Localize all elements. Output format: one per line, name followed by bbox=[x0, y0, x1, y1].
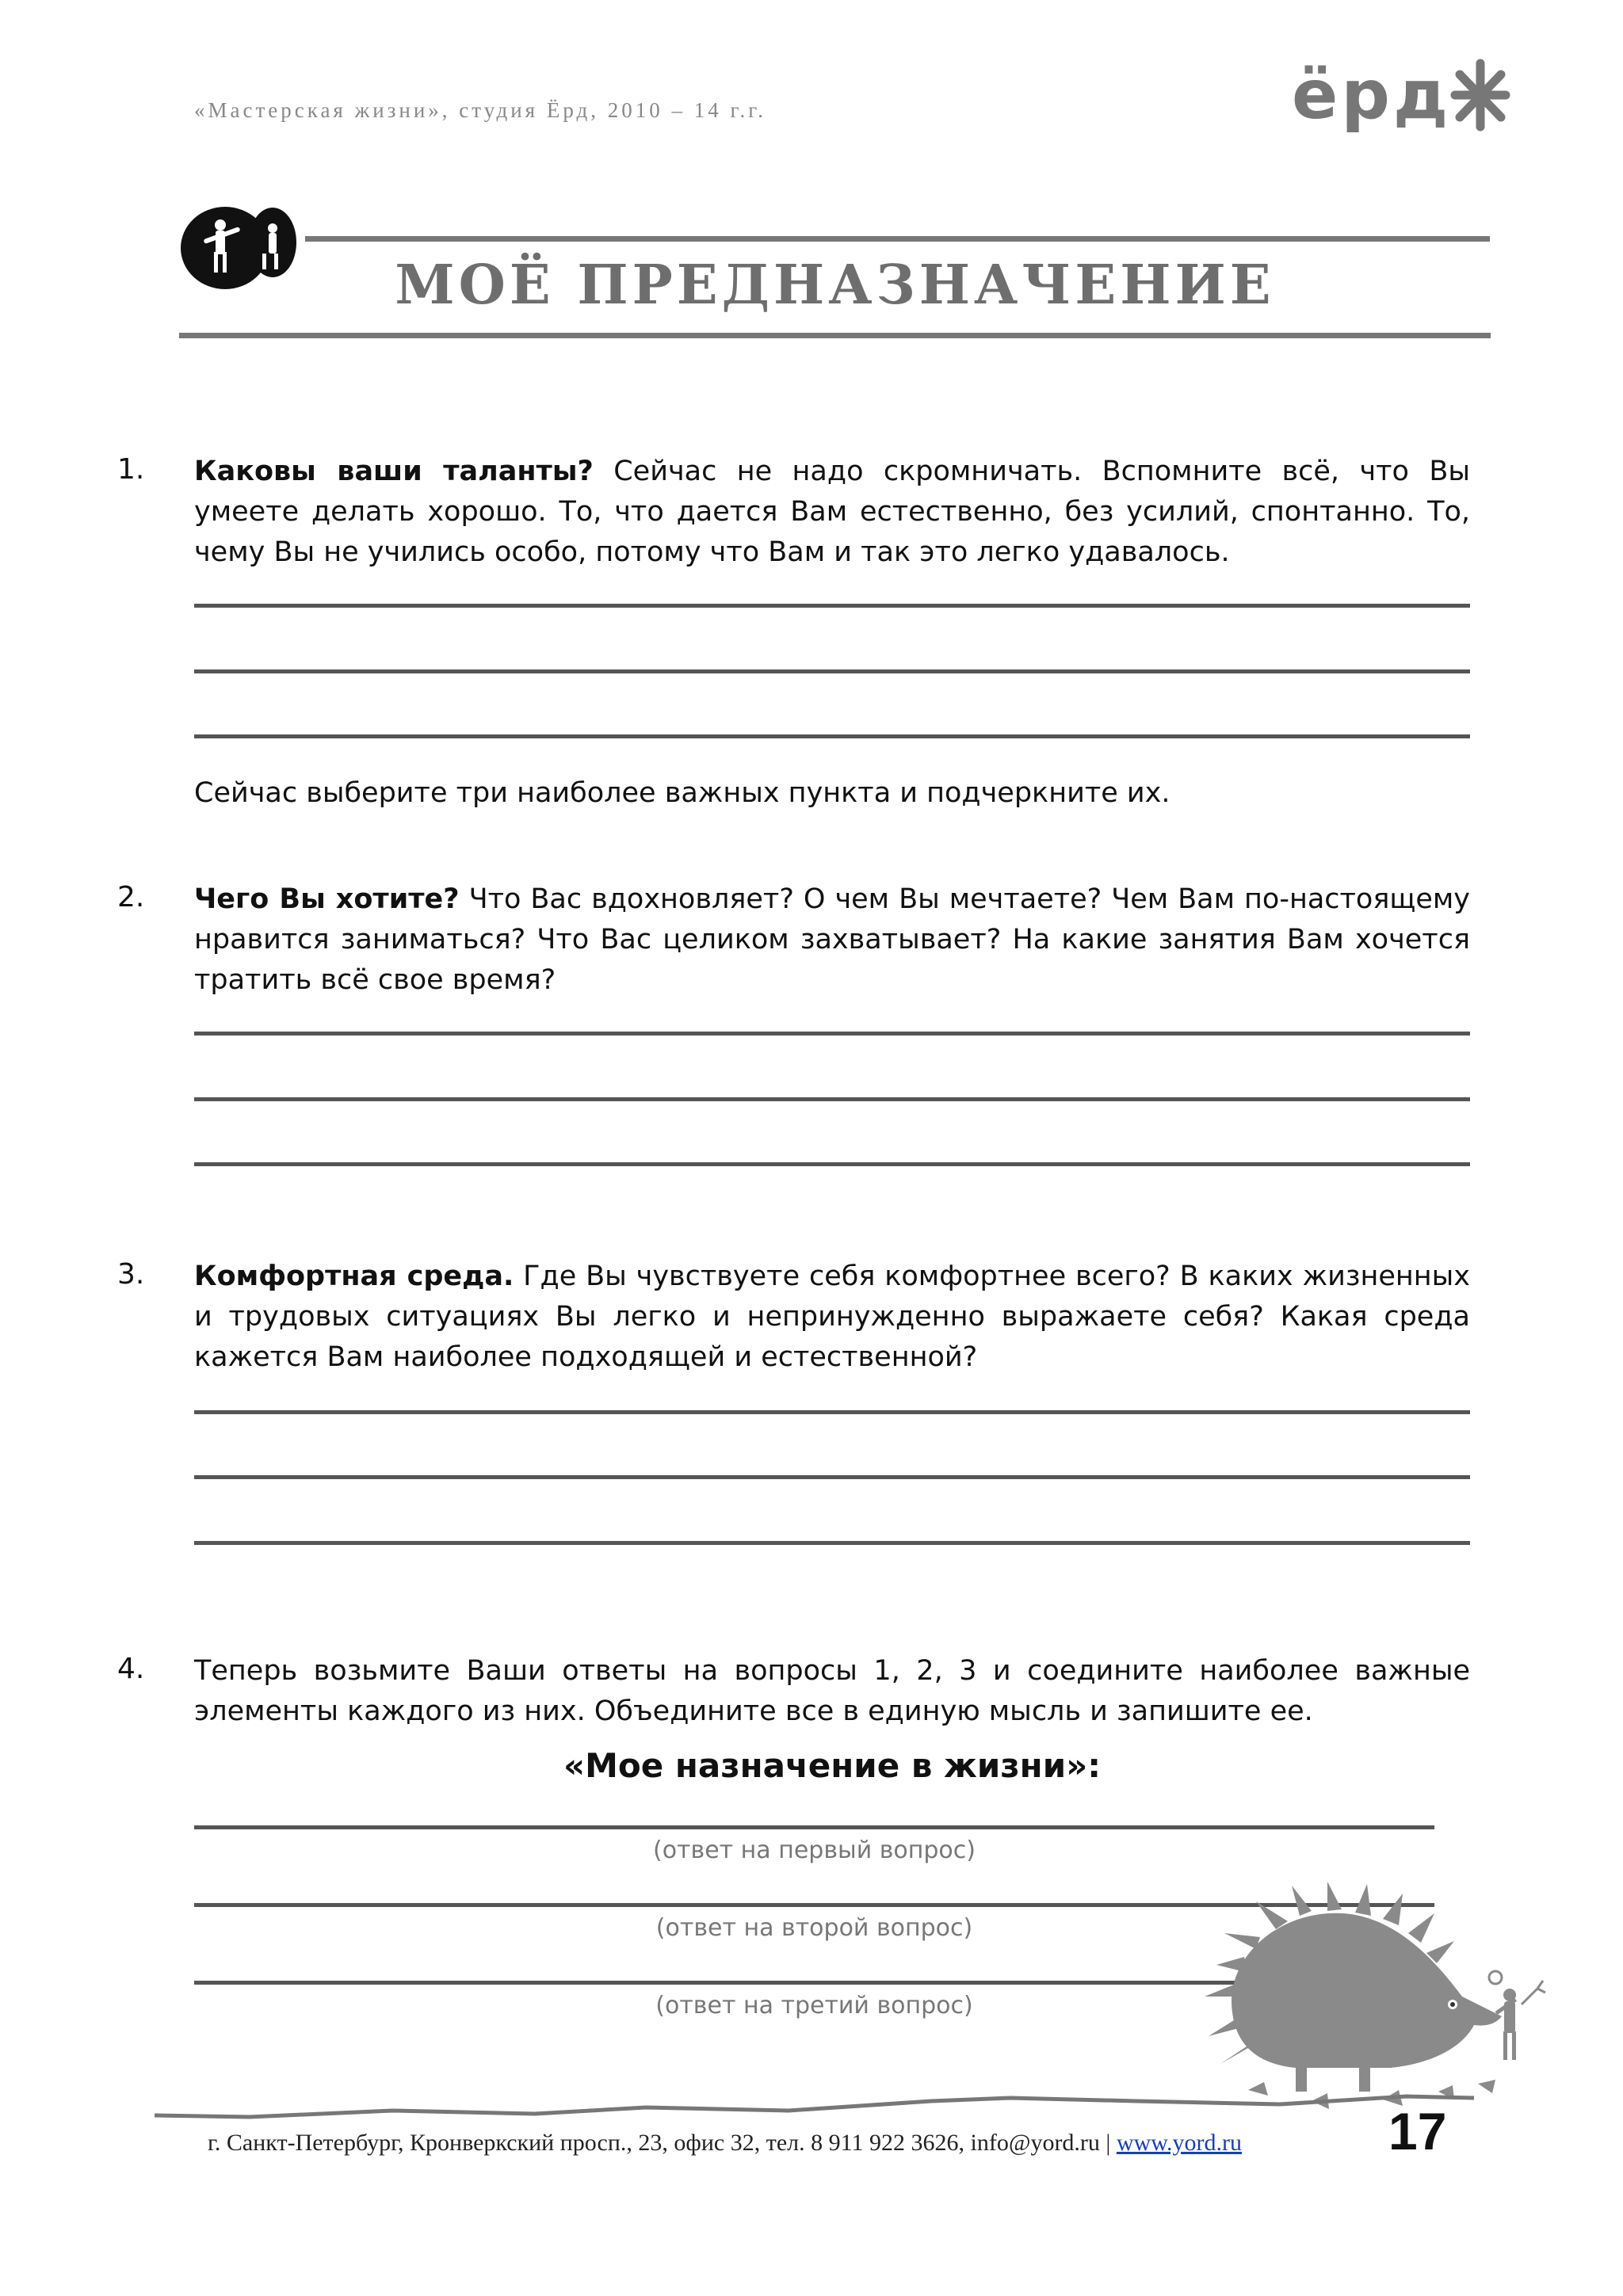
question-4-text: Теперь возьмите Ваши ответы на вопросы 1, 2, 3 и соедините наиболее важные элементы каждого из них. Объедините все в единую мысль и запишите ее. bbox=[194, 1655, 1470, 1727]
question-2-number: 2. bbox=[117, 881, 145, 913]
header-studio-line: «Мастерская жизни», студия Ёрд, 2010 – 14 г.г. bbox=[194, 98, 767, 122]
question-3-body: Где Вы чувствуете себя комфортнее всего? В каких жизненных и трудовых ситуациях Вы легко и непринужденно выражаете себя? Какая среда кажется Вам наиболее подходящей и естественной? bbox=[194, 1261, 1470, 1373]
answer-line-1b[interactable] bbox=[194, 669, 1470, 673]
question-3-text bbox=[194, 1257, 1470, 1378]
question-1-text bbox=[194, 452, 1470, 573]
logo bbox=[1292, 55, 1514, 143]
footer-address: г. Санкт-Петербург, Кронверкский просп., 23, офис 32, тел. 8 911 922 3626, info@yord.ru | bbox=[208, 2130, 1117, 2156]
hedgehog-illustration-icon bbox=[1201, 1878, 1549, 2115]
final-title: «Мое назначение в жизни»: bbox=[563, 1746, 1102, 1785]
answer-line-3c[interactable] bbox=[194, 1541, 1470, 1545]
answer-line-2c[interactable] bbox=[194, 1162, 1470, 1166]
answer-line-1c[interactable] bbox=[194, 734, 1470, 738]
question-2-lead: Чего Вы хотите? bbox=[194, 883, 460, 915]
final-hint-3: (ответ на третий вопрос) bbox=[655, 1992, 973, 2019]
question-2-text bbox=[194, 879, 1470, 1001]
title-rule-top bbox=[305, 236, 1490, 242]
answer-line-1a[interactable] bbox=[194, 604, 1470, 608]
answer-line-3a[interactable] bbox=[194, 1410, 1470, 1414]
question-1-number: 1. bbox=[117, 453, 145, 486]
logo-text: ёрд bbox=[1292, 55, 1452, 135]
answer-line-3b[interactable] bbox=[194, 1475, 1470, 1479]
question-3-lead: Комфортная среда. bbox=[194, 1261, 514, 1292]
answer-line-2a[interactable] bbox=[194, 1032, 1470, 1035]
question-4-number: 4. bbox=[117, 1653, 145, 1685]
page-title: МОЁ ПРЕДНАЗНАЧЕНИЕ bbox=[395, 254, 1275, 317]
final-answer-line-1[interactable] bbox=[194, 1825, 1434, 1829]
website-link[interactable]: www.yord.ru bbox=[1116, 2130, 1242, 2156]
footer-contacts bbox=[208, 2130, 1242, 2157]
footer-ground-line bbox=[155, 2092, 1478, 2123]
answer-line-2b[interactable] bbox=[194, 1097, 1470, 1101]
final-hint-1: (ответ на первый вопрос) bbox=[653, 1836, 976, 1864]
final-hint-2: (ответ на второй вопрос) bbox=[655, 1914, 973, 1942]
question-3-number: 3. bbox=[117, 1258, 145, 1291]
question-1-body: Сейчас не надо скромничать. Вспомните всё, что Вы умеете делать хорошо. То, что дается Вам естественно, без усилий, спонтанно. То, чему Вы не учились особо, потому что Вам и так это легко удавалось. bbox=[194, 456, 1471, 568]
logo-symbol-icon bbox=[1449, 55, 1512, 135]
question-2-body: Что Вас вдохновляет? О чем Вы мечтаете? Чем Вам по-настоящему нравится заниматься? Что Вас целиком захватывает? На какие занятия Вам хочется тратить всё свое время? bbox=[194, 883, 1470, 996]
question-1-lead: Каковы ваши таланты? bbox=[194, 456, 594, 487]
instruction-text: Сейчас выберите три наиболее важных пункта и подчеркните их. bbox=[194, 777, 1170, 809]
title-rule-bottom bbox=[179, 333, 1491, 338]
page-number: 17 bbox=[1388, 2102, 1447, 2161]
